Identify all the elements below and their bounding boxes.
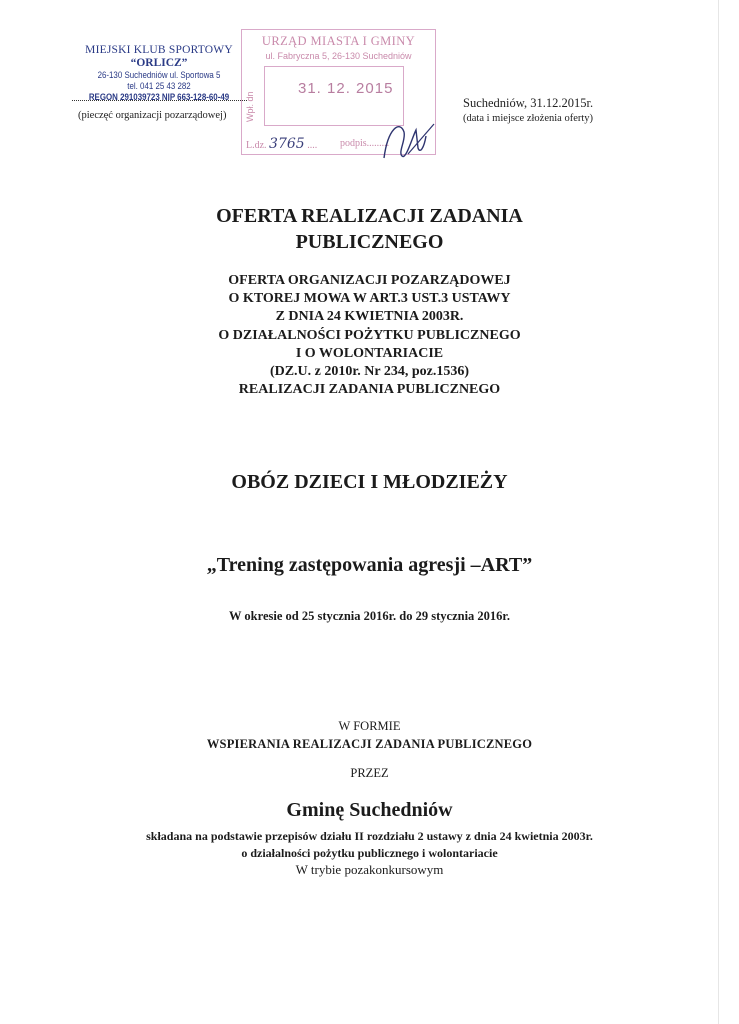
office-stamp-ldz-label: L.dz. [246, 140, 267, 151]
municipality-name: Gminę Suchedniów [286, 799, 453, 821]
handwritten-signature [378, 118, 438, 162]
subtitle-line: Z DNIA 24 KWIETNIA 2003R. [275, 309, 464, 324]
org-stamp-caption: (pieczęć organizacji pozarządowej) [78, 110, 227, 121]
org-stamp-club: “ORLICZ” [130, 57, 188, 69]
office-stamp-address: ul. Fabryczna 5, 26-130 Suchedniów [265, 51, 412, 61]
legal-basis-line2: o działalności pożytku publicznego i wolontariacie [241, 846, 498, 860]
task-name: OBÓZ DZIECI I MŁODZIEŻY [231, 471, 508, 493]
subtitle-line: (DZ.U. z 2010r. Nr 234, poz.1536) [269, 364, 470, 379]
subtitle-line: OFERTA ORGANIZACJI POZARZĄDOWEJ [228, 273, 511, 288]
org-stamp-phone: tel. 041 25 43 282 [127, 81, 191, 91]
legal-basis-line1: składana na podstawie przepisów działu II rozdziału 2 ustawy z dnia 24 kwietnia 2003r. [146, 829, 593, 843]
submission-place-date-caption: (data i miejsce złożenia oferty) [463, 113, 594, 124]
office-stamp-ldz-number: 3765 [269, 136, 305, 152]
document-title-line2: PUBLICZNEGO [295, 231, 444, 253]
procedure-mode: W trybie pozakonkursowym [295, 862, 444, 877]
subtitle-line: O DZIAŁALNOŚCI POŻYTKU PUBLICZNEGO [218, 328, 521, 343]
subtitle-line: REALIZACJI ZADANIA PUBLICZNEGO [238, 382, 501, 397]
submission-place-date: Suchedniów, 31.12.2015r. [463, 96, 594, 110]
form-label: W FORMIE [338, 719, 401, 733]
document-title-line1: OFERTA REALIZACJI ZADANIA [216, 205, 523, 227]
org-stamp-regon: REGON 291039723 NIP 663-128-60-49 [88, 92, 230, 102]
form-type: WSPIERANIA REALIZACJI ZADANIA PUBLICZNEGO [206, 737, 533, 751]
org-stamp-name: MIEJSKI KLUB SPORTOWY [85, 44, 233, 56]
office-stamp-podpis: podpis......... [340, 138, 390, 149]
organization-stamp [70, 44, 248, 103]
office-stamp-date: 31. 12. 2015 [298, 80, 394, 97]
training-title: „Trening zastępowania agresji –ART” [206, 554, 533, 576]
by-label: PRZEZ [350, 766, 389, 780]
task-period: W okresie od 25 stycznia 2016r. do 29 stycznia 2016r. [229, 609, 510, 623]
org-stamp-dotted-line [72, 100, 247, 101]
office-stamp-wpl-label: Wpł. dn [245, 91, 255, 122]
office-stamp-ldz: L.dz. 3765 .... [246, 136, 318, 152]
subtitle-line: O KTOREJ MOWA W ART.3 UST.3 USTAWY [228, 291, 511, 306]
subtitle-line: I O WOLONTARIACIE [295, 346, 444, 361]
office-stamp-title: URZĄD MIASTA I GMINY [261, 34, 416, 48]
org-stamp-address: 26-130 Suchedniów ul. Sportowa 5 [97, 70, 221, 80]
office-stamp-podpis-label: podpis [340, 138, 367, 149]
